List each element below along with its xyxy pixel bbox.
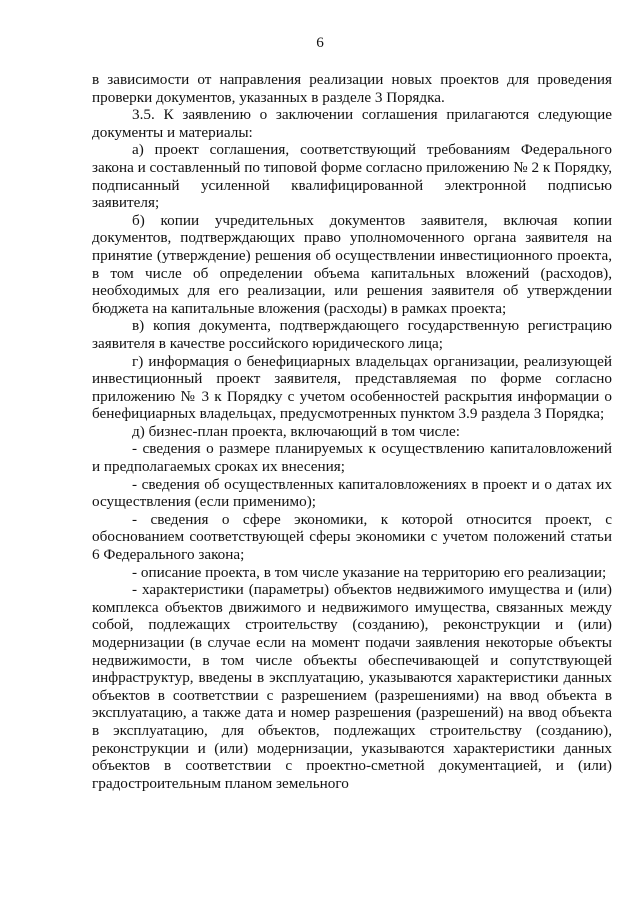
paragraph: - сведения о размере планируемых к осуществлению капиталовложений и предполагаемых сроках их внесения; xyxy=(92,440,612,476)
body-text xyxy=(92,71,612,792)
paragraph: 3.5. К заявлению о заключении соглашения прилагаются следующие документы и материалы: xyxy=(92,106,612,141)
paragraph: - сведения об осуществленных капиталовложениях в проект и о датах их осуществления (если применимо); xyxy=(92,475,612,511)
paragraph: в) копия документа, подтверждающего государственную регистрацию заявителя в качестве российского юридического лица; xyxy=(92,317,612,352)
paragraph: - характеристики (параметры) объектов недвижимого имущества и (или) комплекса объектов движимого и недвижимого имущества, связанных между собой, подлежащих строительству (созданию), реконструкции и (или) модернизации (в случае если на момент подачи заявления некоторые объекты недвижимости, в том числе объекты обеспечивающей и сопутствующей инфраструктур, введены в эксплуатацию, указываются характеристики данных объектов в соответствии с разрешением (разрешениями) на ввод объекта в эксплуатацию, а также дата и номер разрешения (разрешений) на ввод объекта в эксплуатацию, для объектов, подлежащих строительству (созданию), реконструкции и (или) модернизации, указываются характеристики данных объектов в соответствии с проектно-сметной документацией, и (или) градостроительным планом земельного xyxy=(92,581,612,792)
page-number: 6 xyxy=(316,34,324,51)
paragraph: - описание проекта, в том числе указание на территорию его реализации; xyxy=(132,563,607,581)
paragraph: - сведения о сфере экономики, к которой относится проект, с обоснованием соответствующей сферы экономики с учетом положений статьи 6 Федерального закона; xyxy=(92,510,612,564)
paragraph: г) информация о бенефициарных владельцах организации, реализующей инвестиционный проект заявителя, представляемая по форме согласно приложению № 3 к Порядку с учетом особенностей раскрытия информации о бенефициарных владельцах, предусмотренных пунктом 3.9 раздела 3 Порядка; xyxy=(92,352,612,423)
paragraph: б) копии учредительных документов заявителя, включая копии документов, подтверждающих право уполномоченного органа заявителя на принятие (утверждение) решения об осуществлении инвестиционного проекта, в том числе об определении объема капитальных вложений (расходов), необходимых для его реализации, или решения заявителя об утверждении бюджета на капитальные вложения (расходы) в рамках проекта; xyxy=(92,211,612,317)
paragraph: д) бизнес-план проекта, включающий в том числе: xyxy=(132,422,460,440)
paragraph: а) проект соглашения, соответствующий требованиям Федерального закона и составленный по типовой форме согласно приложению № 2 к Порядку, подписанный усиленной квалифицированной электронной подписью заявителя; xyxy=(92,141,612,212)
paragraph: в зависимости от направления реализации новых проектов для проведения проверки документов, указанных в разделе 3 Порядка. xyxy=(92,71,612,106)
